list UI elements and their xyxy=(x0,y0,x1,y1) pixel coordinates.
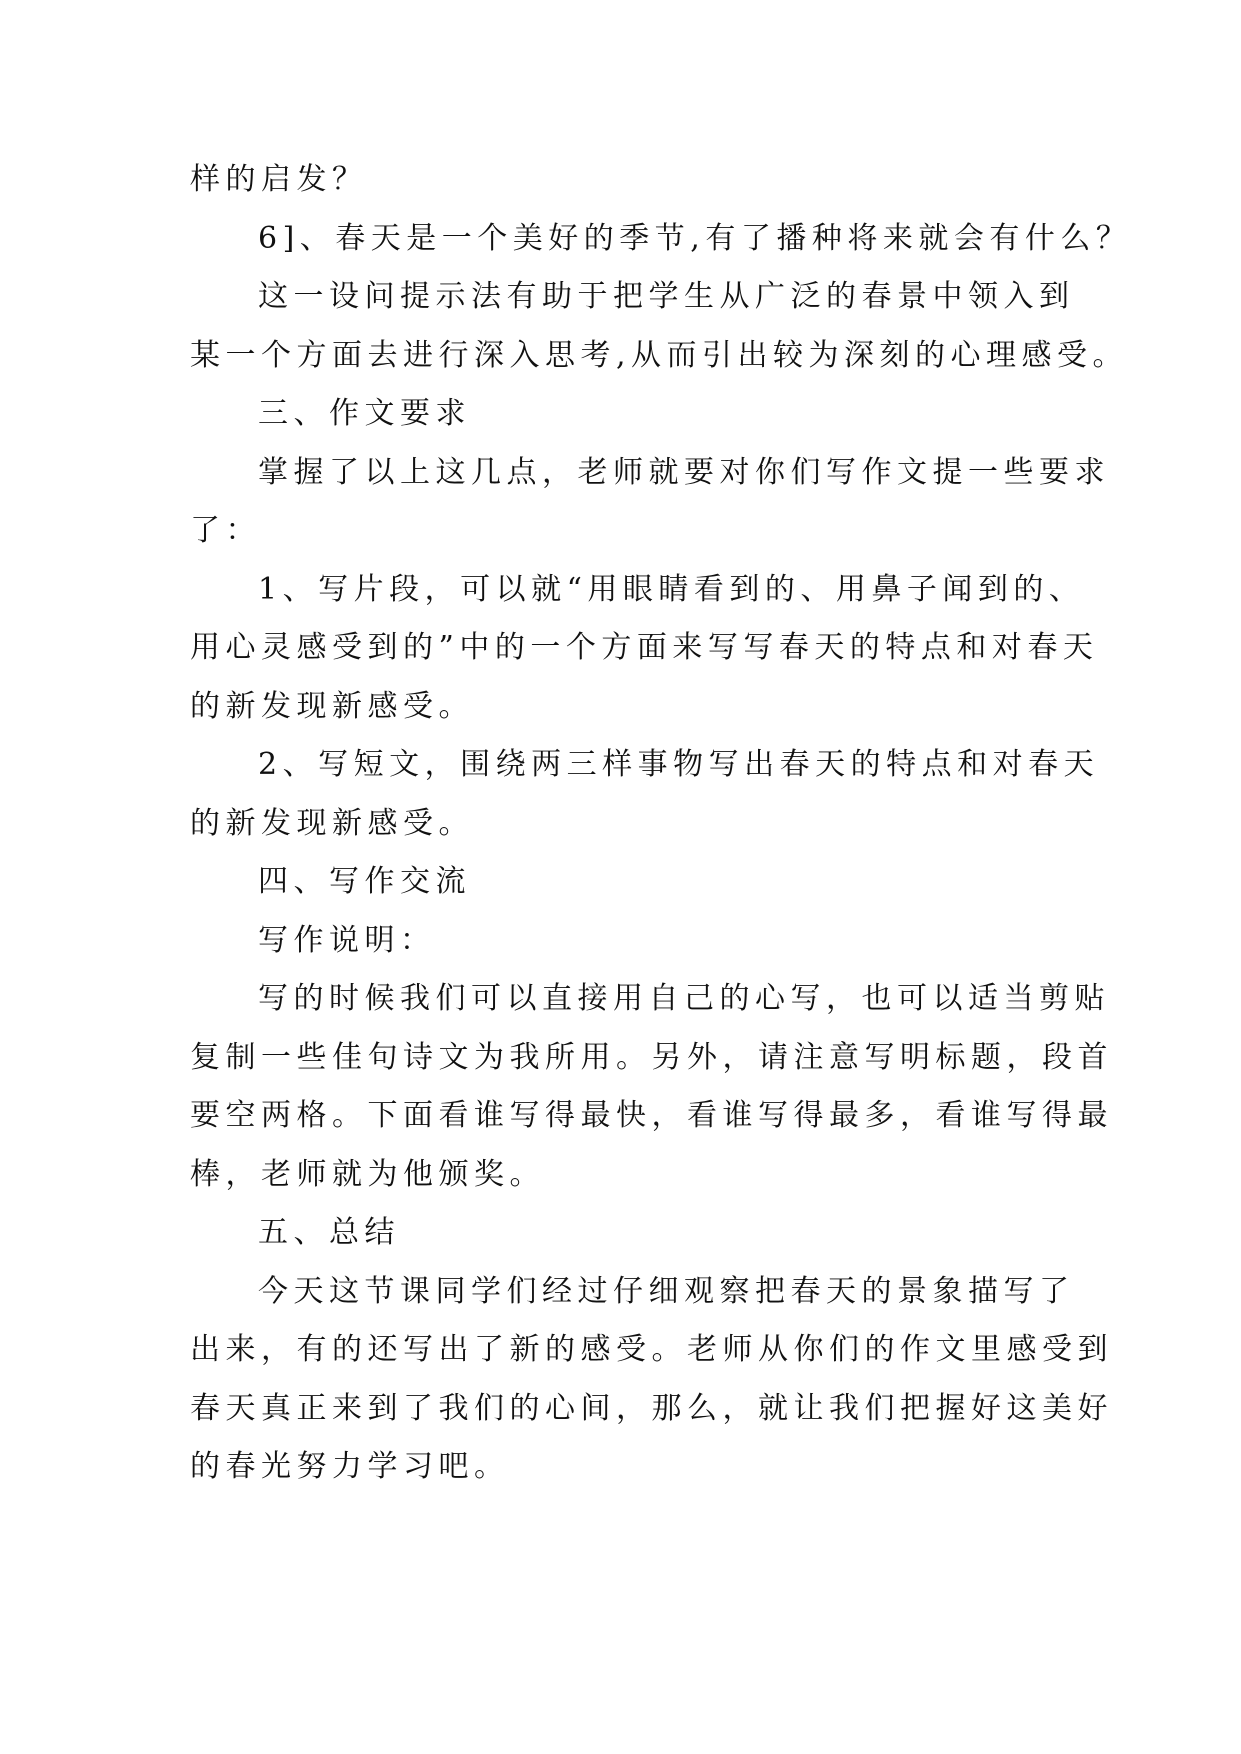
text-line: 的新发现新感受。 xyxy=(190,806,474,841)
text-line: 棒，老师就为他颁奖。 xyxy=(190,1157,545,1192)
text-line: 6]、春天是一个美好的季节,有了播种将来就会有什么？ xyxy=(258,221,1132,256)
text-line: 掌握了以上这几点，老师就要对你们写作文提一些要求 xyxy=(258,455,1110,490)
text-line: 1、写片段，可以就“用眼睛看到的、用鼻子闻到的、 xyxy=(258,572,1085,607)
text-line: 写作说明： xyxy=(258,923,436,958)
text-line: 用心灵感受到的”中的一个方面来写写春天的特点和对春天 xyxy=(190,630,1099,665)
text-line: 2、写短文，围绕两三样事物写出春天的特点和对春天 xyxy=(258,747,1100,782)
text-line: 这一设问提示法有助于把学生从广泛的春景中领入到 xyxy=(258,279,1075,314)
text-line: 春天真正来到了我们的心间，那么，就让我们把握好这美好 xyxy=(190,1391,1113,1426)
section-heading: 三、作文要求 xyxy=(258,396,471,431)
text-line: 复制一些佳句诗文为我所用。另外，请注意写明标题，段首 xyxy=(190,1040,1113,1075)
section-heading: 五、总结 xyxy=(258,1215,400,1250)
text-line: 的新发现新感受。 xyxy=(190,689,474,724)
text-line: 写的时候我们可以直接用自己的心写，也可以适当剪贴 xyxy=(258,981,1110,1016)
text-line: 今天这节课同学们经过仔细观察把春天的景象描写了 xyxy=(258,1274,1075,1309)
text-line: 的春光努力学习吧。 xyxy=(190,1449,510,1484)
text-line: 了： xyxy=(190,513,261,548)
text-line: 某一个方面去进行深入思考,从而引出较为深刻的心理感受。 xyxy=(190,338,1129,373)
text-line: 要空两格。下面看谁写得最快，看谁写得最多，看谁写得最 xyxy=(190,1098,1113,1133)
section-heading: 四、写作交流 xyxy=(258,864,471,899)
text-line: 出来，有的还写出了新的感受。老师从你们的作文里感受到 xyxy=(190,1332,1113,1367)
text-line: 样的启发？ xyxy=(190,162,368,197)
